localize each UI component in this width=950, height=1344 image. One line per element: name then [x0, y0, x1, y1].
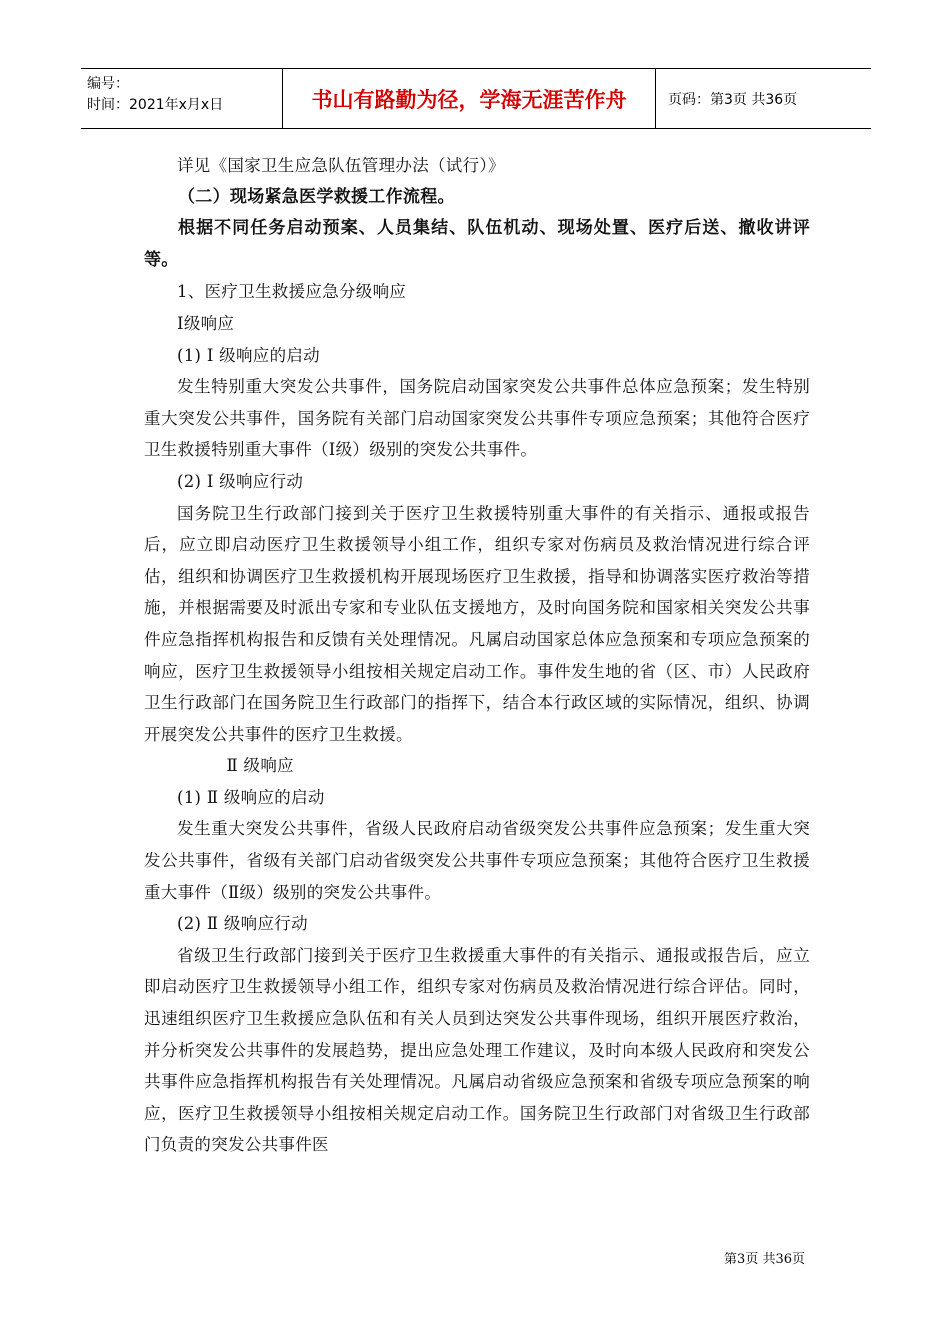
level-2-start-heading: (1) Ⅱ 级响应的启动	[177, 787, 325, 807]
header-page-number: 页码：第3页 共36页	[668, 91, 798, 108]
header-meta	[81, 69, 283, 128]
level-1-start-paragraph: 发生特别重大突发公共事件，国务院启动国家突发公共事件总体应急预案；发生特别重大突发公共事件，国务院有关部门启动国家突发公共事件专项应急预案；其他符合医疗卫生救援特别重大事件（Ⅰ级）级别的突发公共事件。	[144, 377, 810, 460]
level-2-action-paragraph: 省级卫生行政部门接到关于医疗卫生救援重大事件的有关指示、通报或报告后，应立即启动医疗卫生救援领导小组工作，组织专家对伤病员及救治情况进行综合评估。同时，迅速组织医疗卫生救援应急队伍和有关人员到达突发公共事件现场，组织开展医疗救治，并分析突发公共事件的发展趋势，提出应急处理工作建议，及时向本级人民政府和突发公共事件应急指挥机构报告有关处理情况。凡属启动省级应急预案和省级专项应急预案的响应，医疗卫生救援领导小组按相关规定启动工作。国务院卫生行政部门对省级卫生行政部门负责的突发公共事件医	[144, 945, 810, 1155]
level-2-start-paragraph: 发生重大突发公共事件，省级人民政府启动省级突发公共事件应急预案；发生重大突发公共事件，省级有关部门启动省级突发公共事件专项应急预案；其他符合医疗卫生救援重大事件（Ⅱ级）级别的突发公共事件。	[144, 819, 810, 902]
document-body	[144, 150, 810, 1161]
level-1-action-paragraph: 国务院卫生行政部门接到关于医疗卫生救援特别重大事件的有关指示、通报或报告后，应立即启动医疗卫生救援领导小组工作，组织专家对伤病员及救治情况进行综合评估，组织和协调医疗卫生救援机构开展现场医疗卫生救援，指导和协调落实医疗救治等措施，并根据需要及时派出专家和专业队伍支援地方，及时向国务院和国家相关突发公共事件应急指挥机构报告和反馈有关处理情况。凡属启动国家总体应急预案和专项应急预案的响应，医疗卫生救援领导小组按相关规定启动工作。事件发生地的省（区、市）人民政府卫生行政部门在国务院卫生行政部门的指挥下，结合本行政区域的实际情况，组织、协调开展突发公共事件的医疗卫生救援。	[144, 503, 810, 744]
page-header	[81, 68, 871, 129]
page-footer: 第3页 共36页	[724, 1252, 805, 1267]
level-2-action-heading: (2) Ⅱ 级响应行动	[177, 914, 308, 934]
level-1-start-heading: (1) Ⅰ 级响应的启动	[177, 345, 320, 365]
document-time-label: 时间：2021年x月x日	[87, 97, 224, 113]
level-1-heading: Ⅰ级响应	[177, 313, 235, 333]
document-number-label: 编号：	[87, 76, 129, 92]
section-heading: （二）现场紧急医学救援工作流程。	[178, 186, 455, 207]
subsection-heading: 1、医疗卫生救援应急分级响应	[177, 282, 407, 302]
header-motto: 书山有路勤为径，学海无涯苦作舟	[283, 69, 656, 128]
reference-note: 详见《国家卫生应急队伍管理办法（试行）》	[177, 156, 505, 175]
level-2-heading: Ⅱ 级响应	[226, 756, 294, 776]
section-summary: 根据不同任务启动预案、人员集结、队伍机动、现场处置、医疗后送、撤收讲评等。	[144, 218, 810, 270]
level-1-action-heading: (2) Ⅰ 级响应行动	[177, 471, 304, 491]
